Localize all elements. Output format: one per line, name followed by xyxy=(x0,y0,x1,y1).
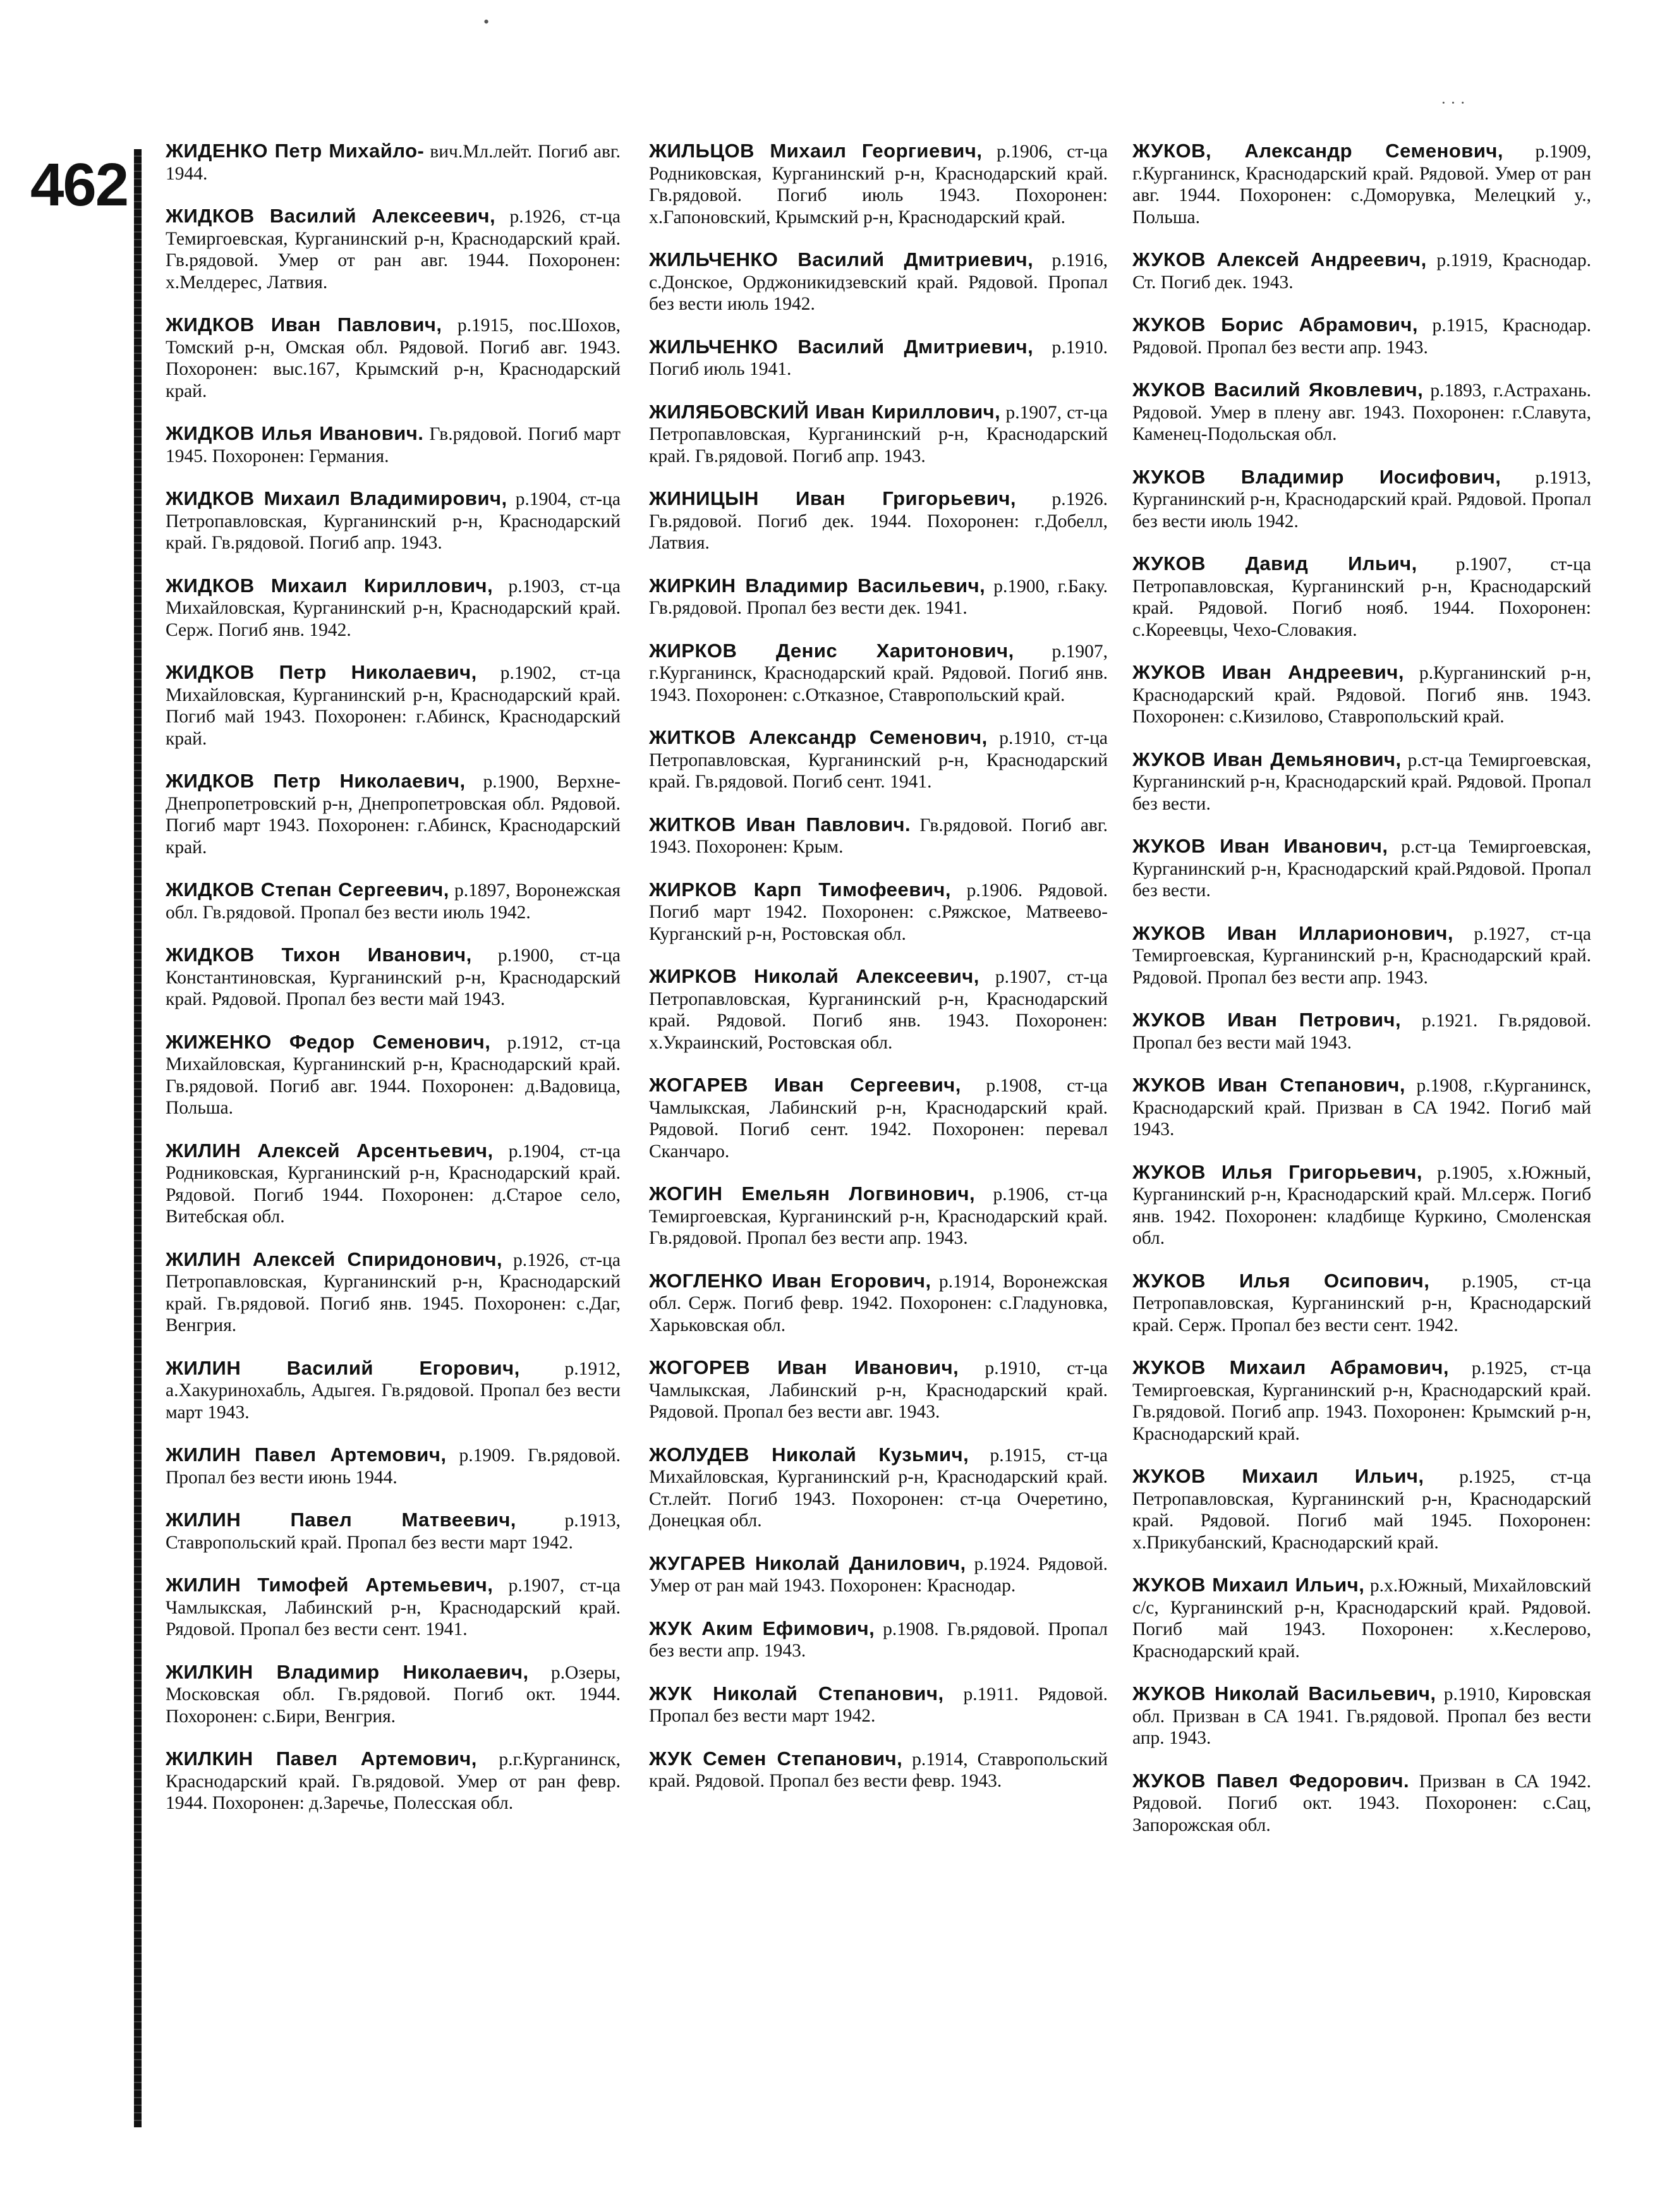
entry-details: р.1926. Гв.рядовой. Погиб дек. 1944. Похоронен: г.Добелл, Латвия. xyxy=(649,489,1108,553)
list-item xyxy=(649,1683,1108,1727)
list-item xyxy=(649,1183,1108,1249)
list-item xyxy=(166,770,621,858)
entry-name: ЖУКОВ Владимир Иосифович, xyxy=(1132,465,1501,488)
entry-details: р.1914, Ставропольский край. Рядовой. Пропал без вести февр. 1943. xyxy=(649,1749,1108,1791)
entry-details: р.1904, ст-ца Родниковская, Курганинский р-н, Краснодарский край. Рядовой. Погиб 1944. Похоронен: д.Старое село, Витебская обл. xyxy=(166,1141,621,1227)
entry-details: р.1906, ст-ца Родниковская, Курганинский р-н, Краснодарский край. Гв.рядовой. Погиб июль 1943. Похоронен: х.Гапоновский, Крымский р-н, Краснодарский край. xyxy=(649,142,1108,228)
entry-details: р.1916, с.Донское, Орджоникидзевский край. Рядовой. Пропал без вести июль 1942. xyxy=(649,250,1108,314)
entry-details: р.1910, Кировская обл. Призван в СА 1941. Гв.рядовой. Пропал без вести апр. 1943. xyxy=(1132,1684,1591,1748)
entry-details: р.1893, г.Астрахань. Рядовой. Умер в плену авг. 1943. Похоронен: г.Славута, Каменец-Подольская обл. xyxy=(1132,380,1591,444)
entry-name: ЖИЛИН Павел Артемович, xyxy=(166,1443,447,1466)
list-item xyxy=(166,488,621,554)
entry-name: ЖУКОВ, Александр Семенович, xyxy=(1132,140,1504,162)
entry-name: ЖУКОВ Николай Васильевич, xyxy=(1132,1682,1436,1705)
list-item xyxy=(649,1270,1108,1337)
entry-name: ЖУГАРЕВ Николай Данилович, xyxy=(649,1552,966,1574)
entry-details: р.1913, Ставропольский край. Пропал без вести март 1942. xyxy=(166,1510,621,1553)
entry-name: ЖУКОВ Иван Илларионович, xyxy=(1132,921,1453,944)
list-item xyxy=(649,879,1108,945)
entry-details: р.1910, ст-ца Петропавловская, Курганинский р-н, Краснодарский край. Гв.рядовой. Погиб сент. 1941. xyxy=(649,728,1108,792)
list-item xyxy=(649,1357,1108,1423)
entry-name: ЖИЛИН Алексей Спиридонович, xyxy=(166,1248,503,1270)
margin-rule xyxy=(134,149,142,2127)
entry-details: р.1897, Воронежская обл. Гв.рядовой. Пропал без вести июль 1942. xyxy=(166,880,621,923)
entry-name: ЖУК Николай Степанович, xyxy=(649,1682,944,1705)
entry-name: ЖУКОВ Иван Степанович, xyxy=(1132,1074,1406,1096)
list-item xyxy=(166,1031,621,1119)
entry-details: р.1907, ст-ца Чамлыкская, Лабинский р-н, Краснодарский край. Рядовой. Пропал без вести сент. 1941. xyxy=(166,1576,621,1639)
entry-details: р.1912, а.Хакуринохабль, Адыгея. Гв.рядовой. Пропал без вести март 1943. xyxy=(166,1358,621,1423)
list-item xyxy=(166,1509,621,1553)
list-item xyxy=(1132,140,1591,228)
list-item xyxy=(166,1748,621,1814)
entry-details: р.1919, Краснодар. Ст. Погиб дек. 1943. xyxy=(1132,250,1591,293)
entry-name: ЖУКОВ Михаил Ильич, xyxy=(1132,1574,1365,1596)
entry-name: ЖИНИЦЫН Иван Григорьевич, xyxy=(649,487,1016,509)
list-item xyxy=(166,944,621,1011)
list-item xyxy=(166,314,621,402)
entry-name: ЖИЖЕНКО Федор Семенович, xyxy=(166,1030,491,1053)
entry-details: р.1908. Гв.рядовой. Пропал без вести апр. 1943. xyxy=(649,1619,1108,1661)
entry-details: р.1921. Гв.рядовой. Пропал без вести май 1943. xyxy=(1132,1011,1592,1053)
list-item xyxy=(1132,662,1591,728)
list-item xyxy=(166,1662,621,1728)
list-item xyxy=(649,1074,1108,1162)
list-item xyxy=(649,727,1108,793)
entry-name: ЖУКОВ Михаил Ильич, xyxy=(1132,1465,1424,1487)
entry-details: р.1925, ст-ца Петропавловская, Курганинский р-н, Краснодарский край. Рядовой. Погиб май 1945. Похоронен: х.Прикубанский, Краснодарский край. xyxy=(1132,1467,1592,1553)
entry-name: ЖИЛИН Тимофей Артемьевич, xyxy=(166,1574,494,1596)
entry-details: р.1911. Рядовой. Пропал без вести март 1942. xyxy=(649,1684,1108,1726)
entry-name: ЖИДКОВ Михаил Владимирович, xyxy=(166,487,507,509)
entry-name: ЖОГАРЕВ Иван Сергеевич, xyxy=(649,1074,961,1096)
list-item xyxy=(166,1140,621,1228)
entry-name: ЖУК Семен Степанович, xyxy=(649,1747,903,1770)
entry-details: р.1915, ст-ца Михайловская, Курганинский р-н, Краснодарский край. Ст.лейт. Погиб 1943. Похоронен: ст-ца Очеретино, Донецкая обл. xyxy=(649,1445,1108,1531)
entry-details: р.1900, ст-ца Константиновская, Курганинский р-н, Краснодарский край. Рядовой. Пропал без вести май 1943. xyxy=(166,945,621,1009)
entry-name: ЖИРКОВ Николай Алексеевич, xyxy=(649,965,979,987)
entry-name: ЖОГЛЕНКО Иван Егорович, xyxy=(649,1269,931,1292)
entry-name: ЖУКОВ Илья Осипович, xyxy=(1132,1269,1430,1292)
entry-name: ЖУКОВ Давид Ильич, xyxy=(1132,552,1417,574)
list-item xyxy=(166,1444,621,1488)
entry-details: р.1925, ст-ца Темиргоевская, Курганинский р-н, Краснодарский край. Гв.рядовой. Погиб апр. 1943. Похоронен: Крымский р-н, Краснодарский край. xyxy=(1132,1358,1591,1444)
entry-details: р.1924. Рядовой. Умер от ран май 1943. Похоронен: Краснодар. xyxy=(649,1553,1108,1596)
entry-name: ЖОГОРЕВ Иван Иванович, xyxy=(649,1356,959,1378)
list-item xyxy=(1132,1574,1591,1662)
entry-details: р.1908, ст-ца Чамлыкская, Лабинский р-н, Краснодарский край. Рядовой. Погиб сент. 1942. Похоронен: перевал Сканчаро. xyxy=(649,1076,1108,1162)
list-item xyxy=(166,205,621,293)
entry-name: ЖИЛЬЦОВ Михаил Георгиевич, xyxy=(649,140,983,162)
entry-details: р.1909. Гв.рядовой. Пропал без вести июнь 1944. xyxy=(166,1445,621,1488)
column-1 xyxy=(166,140,621,1835)
entry-details: р.1913, Курганинский р-н, Краснодарский край. Рядовой. Пропал без вести июль 1942. xyxy=(1132,467,1591,532)
list-item xyxy=(649,1748,1108,1792)
entry-name: ЖИДКОВ Иван Павлович, xyxy=(166,313,442,336)
entry-details: р.1900, Верхне-Днепропетровский р-н, Днепропетровская обл. Рядовой. Погиб март 1943. Похоронен: г.Абинск, Краснодарский край. xyxy=(166,772,621,858)
entry-details: р.1909, г.Курганинск, Краснодарский край. Рядовой. Умер от ран авг. 1944. Похоронен: с.Доморувка, Мелецкий у., Польша. xyxy=(1132,142,1592,228)
entry-name: ЖИЛКИН Павел Артемович, xyxy=(166,1747,477,1770)
scan-speck: • xyxy=(483,13,490,31)
entry-name: ЖИДКОВ Петр Николаевич, xyxy=(166,770,466,792)
list-item xyxy=(649,488,1108,554)
entry-details: р.1907, г.Курганинск, Краснодарский край. Рядовой. Погиб янв. 1943. Похоронен: с.Отказное, Ставропольский край. xyxy=(649,641,1108,705)
entry-name: ЖИЛЬЧЕНКО Василий Дмитриевич, xyxy=(649,248,1034,270)
entry-name: ЖУКОВ Михаил Абрамович, xyxy=(1132,1356,1449,1378)
entry-name: ЖУКОВ Алексей Андреевич, xyxy=(1132,248,1427,270)
column-2 xyxy=(649,140,1108,1813)
entry-details: р.1926, ст-ца Петропавловская, Курганинский р-н, Краснодарский край. Гв.рядовой. Погиб янв. 1945. Похоронен: с.Даг, Венгрия. xyxy=(166,1249,621,1335)
list-item xyxy=(649,1553,1108,1597)
list-item xyxy=(1132,1009,1591,1054)
entry-details: р.1907, ст-ца Петропавловская, Курганинский р-н, Краснодарский край. Рядовой. Погиб янв. 1943. Похоронен: х.Украинский, Ростовская обл. xyxy=(649,967,1108,1053)
list-item xyxy=(1132,1683,1591,1749)
entry-name: ЖУК Аким Ефимович, xyxy=(649,1617,875,1639)
entry-details: р.1927, ст-ца Темиргоевская, Курганинский р-н, Краснодарский край. Рядовой. Пропал без вести апр. 1943. xyxy=(1132,923,1592,988)
entry-details: Гв.рядовой. Погиб авг. 1943. Похоронен: Крым. xyxy=(649,815,1108,857)
entry-name: ЖУКОВ Иван Андреевич, xyxy=(1132,661,1404,683)
entry-name: ЖИТКОВ Александр Семенович, xyxy=(649,726,988,748)
list-item xyxy=(1132,1770,1591,1837)
list-item xyxy=(1132,923,1591,989)
entry-details: р.1903, ст-ца Михайловская, Курганинский р-н, Краснодарский край. Серж. Погиб янв. 1942. xyxy=(166,576,621,640)
list-item xyxy=(166,1574,621,1641)
list-item xyxy=(1132,1162,1591,1249)
list-item xyxy=(649,640,1108,707)
entry-details: р.1915, Краснодар. Рядовой. Пропал без вести апр. 1943. xyxy=(1132,315,1591,358)
list-item xyxy=(166,1358,621,1424)
entry-name: ЖИЛЯБОВСКИЙ Иван Кириллович, xyxy=(649,400,1001,423)
entry-name: ЖИДКОВ Василий Алексеевич, xyxy=(166,205,496,227)
entry-details: р.1908, г.Курганинск, Краснодарский край. Призван в СА 1942. Погиб май 1943. xyxy=(1132,1076,1591,1139)
entry-name: ЖИЛИН Василий Егорович, xyxy=(166,1356,520,1379)
entry-details: вич.Мл.лейт. Погиб авг. 1944. xyxy=(166,142,621,184)
entry-details: р.г.Курганинск, Краснодарский край. Гв.рядовой. Умер от ран февр. 1944. Похоронен: д.Заречье, Полесская обл. xyxy=(166,1749,621,1813)
entry-details: р.1906. Рядовой. Погиб март 1942. Похоронен: с.Ряжское, Матвеево-Курганский р-н, Ростовская обл. xyxy=(649,880,1108,944)
list-item xyxy=(1132,1074,1591,1141)
list-item xyxy=(1132,466,1591,533)
entry-details: р.1910. Погиб июль 1941. xyxy=(649,337,1108,379)
entry-name: ЖУКОВ Илья Григорьевич, xyxy=(1132,1160,1422,1183)
entry-details: р.Курганинский р-н, Краснодарский край. Рядовой. Погиб янв. 1943. Похоронен: с.Кизилово, Ставропольский край. xyxy=(1132,663,1592,727)
entry-details: Призван в СА 1942. Рядовой. Погиб окт. 1943. Похоронен: с.Сац, Запорожская обл. xyxy=(1132,1771,1591,1835)
list-item xyxy=(649,1444,1108,1532)
entry-details: р.ст-ца Темиргоевская, Курганинский р-н, Краснодарский край.Рядовой. Пропал без вести. xyxy=(1132,837,1591,901)
entry-details: р.1905, ст-ца Петропавловская, Курганинский р-н, Краснодарский край. Серж. Пропал без вести сент. 1942. xyxy=(1132,1271,1591,1335)
entry-name: ЖИРКОВ Карп Тимофеевич, xyxy=(649,878,951,901)
entry-name: ЖУКОВ Павел Федорович. xyxy=(1132,1769,1410,1792)
column-3 xyxy=(1132,140,1591,1857)
list-item xyxy=(649,140,1108,228)
entry-details: р.х.Южный, Михайловский с/с, Курганинский р-н, Краснодарский край. Рядовой. Погиб май 1943. Похоронен: х.Кеслерово, Краснодарский край. xyxy=(1132,1576,1592,1662)
list-item xyxy=(649,966,1108,1054)
list-item xyxy=(649,814,1108,858)
entry-name: ЖОЛУДЕВ Николай Кузьмич, xyxy=(649,1443,969,1466)
entry-details: р.1914, Воронежская обл. Серж. Погиб февр. 1942. Похоронен: с.Гладуновка, Харьковская обл. xyxy=(649,1271,1108,1335)
entry-details: р.1906, ст-ца Темиргоевская, Курганинский р-н, Краснодарский край. Гв.рядовой. Пропал без вести апр. 1943. xyxy=(649,1184,1108,1248)
entry-details: р.ст-ца Темиргоевская, Курганинский р-н, Краснодарский край. Рядовой. Пропал без вести. xyxy=(1132,750,1592,814)
entry-details: р.Озеры, Московская обл. Гв.рядовой. Погиб окт. 1944. Похоронен: с.Бири, Венгрия. xyxy=(166,1662,621,1727)
entry-name: ЖИЛКИН Владимир Николаевич, xyxy=(166,1660,529,1683)
entry-details: р.1907, ст-ца Петропавловская, Курганинский р-н, Краснодарский край. Гв.рядовой. Погиб апр. 1943. xyxy=(649,402,1108,466)
entry-name: ЖИЛИН Павел Матвеевич, xyxy=(166,1509,516,1531)
list-item xyxy=(649,401,1108,468)
list-item xyxy=(649,1618,1108,1662)
list-item xyxy=(166,140,621,185)
entry-details: р.1905, х.Южный, Курганинский р-н, Краснодарский край. Мл.серж. Погиб янв. 1942. Похоронен: кладбище Куркино, Смоленская обл. xyxy=(1132,1162,1591,1248)
list-item xyxy=(166,879,621,923)
entry-details: р.1910, ст-ца Чамлыкская, Лабинский р-н, Краснодарский край. Рядовой. Пропал без вести авг. 1943. xyxy=(649,1358,1108,1422)
entry-name: ЖИЛИН Алексей Арсентьевич, xyxy=(166,1139,494,1162)
entry-name: ЖИДКОВ Петр Николаевич, xyxy=(166,661,477,683)
entry-name: ЖИДКОВ Тихон Иванович, xyxy=(166,944,472,966)
list-item xyxy=(649,336,1108,380)
entry-details: р.1902, ст-ца Михайловская, Курганинский р-н, Краснодарский край. Погиб май 1943. Похоронен: г.Абинск, Краснодарский край. xyxy=(166,663,621,749)
entry-details: р.1907, ст-ца Петропавловская, Курганинский р-н, Краснодарский край. Рядовой. Погиб нояб. 1944. Похоронен: с.Кореевцы, Чехо-Словакия. xyxy=(1132,554,1591,640)
entry-details: р.1912, ст-ца Михайловская, Курганинский р-н, Краснодарский край. Гв.рядовой. Погиб авг. 1944. Похоронен: д.Вадовица, Польша. xyxy=(166,1032,621,1118)
list-item xyxy=(166,575,621,641)
list-item xyxy=(649,249,1108,315)
entry-name: ЖИДКОВ Степан Сергеевич, xyxy=(166,878,449,901)
entry-name: ЖУКОВ Иван Демьянович, xyxy=(1132,748,1402,770)
list-item xyxy=(1132,1357,1591,1445)
scan-speck: · · · xyxy=(1441,94,1465,112)
list-item xyxy=(1132,836,1591,902)
entry-name: ЖОГИН Емельян Логвинович, xyxy=(649,1182,976,1205)
list-item xyxy=(166,662,621,750)
list-item xyxy=(1132,553,1591,641)
entry-name: ЖИРКИН Владимир Васильевич, xyxy=(649,574,986,597)
entry-name: ЖИЛЬЧЕНКО Василий Дмитриевич, xyxy=(649,335,1034,358)
page-number: 462 xyxy=(30,151,128,219)
entry-name: ЖУКОВ Борис Абрамович, xyxy=(1132,313,1418,336)
entry-details: Гв.рядовой. Погиб март 1945. Похоронен: Германия. xyxy=(166,424,621,466)
list-item xyxy=(1132,379,1591,446)
entry-details: р.1904, ст-ца Петропавловская, Курганинский р-н, Краснодарский край. Гв.рядовой. Погиб апр. 1943. xyxy=(166,489,621,553)
list-item xyxy=(1132,314,1591,358)
list-item xyxy=(166,1249,621,1337)
entry-name: ЖИРКОВ Денис Харитонович, xyxy=(649,639,1014,662)
list-item xyxy=(1132,1466,1591,1553)
entry-details: р.1915, пос.Шохов, Томский р-н, Омская обл. Рядовой. Погиб авг. 1943. Похоронен: выс.167, Крымский р-н, Краснодарский край. xyxy=(166,315,621,401)
entry-name: ЖУКОВ Иван Петрович, xyxy=(1132,1009,1402,1031)
list-item xyxy=(1132,749,1591,815)
entry-name: ЖИДКОВ Илья Иванович. xyxy=(166,422,424,444)
list-item xyxy=(1132,1270,1591,1337)
entry-details: р.1900, г.Баку. Гв.рядовой. Пропал без вести дек. 1941. xyxy=(649,576,1108,618)
list-item xyxy=(1132,249,1591,293)
entry-name: ЖИТКОВ Иван Павлович. xyxy=(649,813,911,836)
entry-name: ЖУКОВ Иван Иванович, xyxy=(1132,835,1388,857)
entry-details: р.1926, ст-ца Темиргоевская, Курганинский р-н, Краснодарский край. Гв.рядовой. Умер от ран авг. 1944. Похоронен: х.Мелдерес, Латвия. xyxy=(166,207,621,293)
entry-name: ЖИДЕНКО Петр Михайло- xyxy=(166,140,425,162)
entry-name: ЖИДКОВ Михаил Кириллович, xyxy=(166,574,494,597)
list-item xyxy=(649,575,1108,619)
entry-name: ЖУКОВ Василий Яковлевич, xyxy=(1132,379,1424,401)
list-item xyxy=(166,423,621,467)
